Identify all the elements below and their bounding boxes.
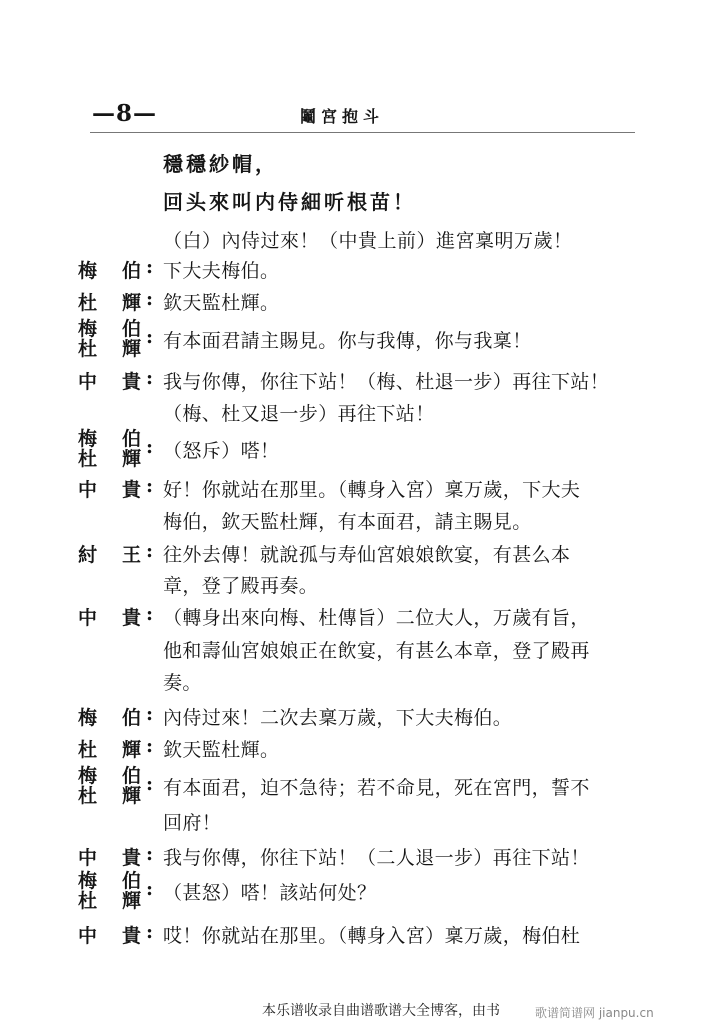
speaker-char: 伯 [122, 870, 142, 892]
dialogue-line: 章，登了殿再奏。 [163, 575, 319, 597]
colon: : [146, 921, 154, 943]
colon: : [146, 256, 154, 278]
speaker-char: 中 [78, 925, 98, 947]
stage-direction-line: （白）內侍过來！（中貴上前）進宮稟明万歲！ [163, 230, 573, 252]
footer-note: 本乐谱收录自曲谱歌谱大全博客，由书 [262, 1003, 500, 1019]
dialogue-line: （梅、杜又退一步）再往下站！ [163, 403, 435, 425]
speaker-char: 伯 [122, 765, 142, 787]
colon: : [146, 773, 154, 795]
header-divider [90, 132, 635, 133]
speaker-char: 梅 [78, 260, 98, 282]
running-title: 鬮宮抱斗 [300, 107, 385, 126]
speaker-char: 貴 [122, 371, 142, 393]
speaker-char: 梅 [78, 765, 98, 787]
speaker-char: 貴 [122, 607, 142, 629]
dialogue-line: 內侍过來！二次去稟万歲，下大夫梅伯。 [163, 707, 513, 729]
speaker-char: 梅 [78, 318, 98, 340]
watermark-text: 歌谱简谱网 jianpu.cn [535, 1006, 654, 1020]
colon: : [146, 540, 154, 562]
speaker-char: 伯 [122, 260, 142, 282]
dialogue-line: 我与你傳，你往下站！（梅、杜退一步）再往下站！ [163, 371, 610, 393]
dialogue-line: 哎！你就站在那里。（轉身入宮）稟万歲，梅伯杜 [163, 925, 581, 947]
speaker-char: 輝 [122, 739, 142, 761]
dialogue-line: 好！你就站在那里。（轉身入宮）稟万歲，下大夫 [163, 479, 581, 501]
dialogue-line: 我与你傳，你往下站！（二人退一步）再往下站！ [163, 847, 590, 869]
speaker-char: 中 [78, 607, 98, 629]
verse-line: 回头來叫内侍細听根苗！ [163, 190, 416, 214]
dialogue-line: （轉身出來向梅、杜傳旨）二位大人，万歲有旨， [163, 607, 590, 629]
speaker-char: 中 [78, 371, 98, 393]
speaker-char: 梅 [78, 428, 98, 450]
speaker-char: 中 [78, 847, 98, 869]
colon: : [146, 436, 154, 458]
speaker-char: 杜 [78, 785, 98, 807]
colon: : [146, 603, 154, 625]
speaker-char: 梅 [78, 870, 98, 892]
speaker-char: 杜 [78, 338, 98, 360]
dialogue-line: （甚怒）嗒！該站何处？ [163, 882, 377, 904]
speaker-char: 貴 [122, 925, 142, 947]
dialogue-line: 回府！ [163, 812, 222, 834]
colon: : [146, 878, 154, 900]
dialogue-line: 有本面君請主賜見。你与我傳，你与我稟！ [163, 330, 532, 352]
speaker-char: 梅 [78, 707, 98, 729]
colon: : [146, 735, 154, 757]
dialogue-line: 梅伯，欽天監杜輝，有本面君，請主賜見。 [163, 511, 532, 533]
speaker-char: 杜 [78, 292, 98, 314]
speaker-char: 紂 [78, 544, 98, 566]
colon: : [146, 326, 154, 348]
speaker-char: 伯 [122, 428, 142, 450]
colon: : [146, 843, 154, 865]
colon: : [146, 288, 154, 310]
speaker-char: 輝 [122, 785, 142, 807]
speaker-char: 輝 [122, 292, 142, 314]
dialogue-line: 奏。 [163, 672, 202, 694]
speaker-char: 杜 [78, 448, 98, 470]
dialogue-line: 欽天監杜輝。 [163, 292, 280, 314]
speaker-char: 貴 [122, 847, 142, 869]
dialogue-line: 欽天監杜輝。 [163, 739, 280, 761]
dialogue-line: 他和壽仙宮娘娘正在飲宴，有甚么本章，登了殿再 [163, 640, 590, 662]
speaker-char: 伯 [122, 707, 142, 729]
page-number: —8— [92, 100, 158, 127]
speaker-char: 輝 [122, 338, 142, 360]
colon: : [146, 703, 154, 725]
colon: : [146, 367, 154, 389]
speaker-char: 王 [122, 544, 142, 566]
dialogue-line: 下大夫梅伯。 [163, 260, 280, 282]
speaker-char: 杜 [78, 739, 98, 761]
dialogue-line: 有本面君，迫不急待；若不命見，死在宮門，誓不 [163, 777, 590, 799]
dialogue-line: 往外去傳！就說孤与寿仙宮娘娘飲宴，有甚么本 [163, 544, 571, 566]
speaker-char: 杜 [78, 890, 98, 912]
speaker-char: 伯 [122, 318, 142, 340]
verse-line: 穩穩紗帽， [163, 152, 278, 176]
speaker-char: 中 [78, 479, 98, 501]
dialogue-line: （怒斥）嗒！ [163, 440, 280, 462]
speaker-char: 輝 [122, 890, 142, 912]
colon: : [146, 475, 154, 497]
speaker-char: 輝 [122, 448, 142, 470]
speaker-char: 貴 [122, 479, 142, 501]
